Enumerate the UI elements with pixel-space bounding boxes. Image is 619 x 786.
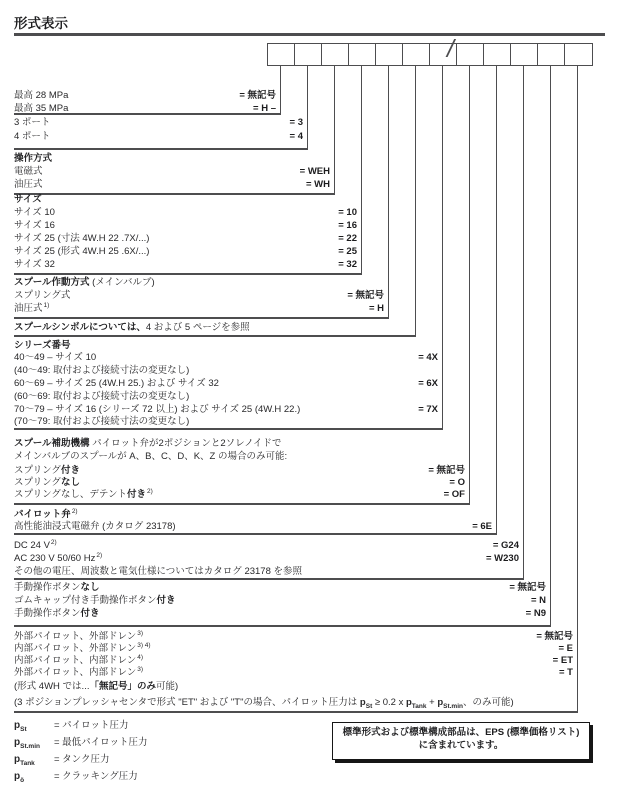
title-rule	[14, 33, 605, 36]
option-row	[14, 90, 276, 102]
option-row	[14, 259, 357, 271]
connector-line-4	[361, 66, 363, 274]
legend-symbol: $p_ö$	[14, 771, 25, 784]
option-code: = H	[368, 303, 384, 314]
option-code: = 32	[338, 259, 357, 270]
option-code: = 25	[338, 246, 357, 257]
option-label: サイズ 25 (形式 4W.H 25 .6X/...)	[14, 246, 150, 257]
bracket-line-9	[14, 533, 497, 535]
code-box-3	[322, 44, 349, 65]
legend-text: = クラッキング圧力	[54, 771, 138, 782]
option-code: = W230	[485, 553, 519, 564]
option-code: = N	[530, 595, 546, 606]
connector-line-10	[523, 66, 525, 579]
legend-symbol: $p_{St.min}$	[14, 737, 40, 750]
connector-line-7	[442, 66, 444, 429]
option-row	[14, 667, 573, 679]
option-row	[14, 322, 411, 334]
option-code: = 22	[338, 233, 357, 244]
option-label: サイズ 32	[14, 259, 55, 270]
option-label: 60〜69 – サイズ 25 (4W.H 25.) および サイズ 32	[14, 378, 219, 389]
option-label: 油圧式	[14, 179, 43, 190]
option-row	[14, 582, 546, 594]
bracket-line-5	[14, 317, 389, 319]
option-label: 3 ポート	[14, 117, 51, 128]
option-row	[14, 179, 330, 191]
legend-row	[14, 720, 129, 732]
option-label: AC 230 V 50/60 Hz$^{2)}$	[14, 551, 103, 564]
code-box-11	[538, 44, 565, 65]
code-box-2	[295, 44, 322, 65]
connector-line-6	[415, 66, 417, 336]
code-box-9	[484, 44, 511, 65]
option-label: スプリング付き	[14, 465, 80, 476]
option-row	[14, 207, 357, 219]
option-code: = 無記号	[239, 90, 276, 101]
option-label: 最高 35 MPa	[14, 103, 69, 114]
option-label: サイズ 16	[14, 220, 55, 231]
option-row	[14, 655, 573, 667]
group-header: スプール補助機構 パイロット弁が2ポジションと2ソレノイドで	[14, 438, 282, 449]
option-row	[14, 290, 384, 302]
code-box-10	[511, 44, 538, 65]
option-row	[14, 233, 357, 245]
option-code: = O	[449, 477, 465, 488]
bracket-line-4	[14, 273, 362, 275]
option-label: 内部パイロット、内部ドレン$^{4)}$	[14, 653, 143, 666]
option-code: = ET	[552, 655, 573, 666]
legend-row	[14, 754, 110, 766]
bracket-line-7	[14, 428, 443, 430]
bracket-line-10	[14, 578, 524, 580]
legend-row	[14, 737, 148, 749]
group-header: サイズ	[14, 194, 42, 205]
bracket-line-6	[14, 335, 416, 337]
option-row	[14, 352, 438, 364]
option-code: = WH	[305, 179, 330, 190]
page-title: 形式表示	[14, 16, 68, 31]
option-code: = 4	[289, 131, 303, 142]
option-row	[14, 103, 276, 115]
option-row	[14, 608, 546, 620]
code-box-12	[565, 44, 592, 65]
option-label: 最高 28 MPa	[14, 90, 69, 101]
option-label: 4 ポート	[14, 131, 51, 142]
option-row	[14, 378, 438, 390]
option-row	[14, 540, 519, 552]
code-separator-slash: /	[447, 35, 454, 63]
option-code: = 16	[338, 220, 357, 231]
group-header: メインバルブのスプールが A、B、C、D、K、Z の場合のみ可能:	[14, 451, 288, 462]
note-line-1: 標準形式および標準構成部品は、EPS (標準価格リスト)	[342, 727, 580, 738]
legend-symbol: $p_{Tank}$	[14, 754, 35, 767]
code-box-6	[403, 44, 430, 65]
option-label: スプリングなし	[14, 477, 80, 488]
option-label: 高性能油浸式電磁弁 (カタログ 23178)	[14, 521, 176, 532]
footnote-row: (60〜69: 取付および接続寸法の変更なし)	[14, 391, 190, 402]
option-row	[14, 404, 438, 416]
option-label: 内部パイロット、外部ドレン$^{3) 4)}$	[14, 641, 151, 654]
option-row	[14, 521, 492, 533]
option-label: 40〜49 – サイズ 10	[14, 352, 97, 363]
option-label: 70〜79 – サイズ 16 (シリーズ 72 以上) および サイズ 25 (4W.H 22.)	[14, 404, 301, 415]
footnote-row: (70〜79: 取付および接続寸法の変更なし)	[14, 416, 190, 427]
option-label: スプリング式	[14, 290, 71, 301]
option-label: サイズ 25 (寸法 4W.H 22 .7X/...)	[14, 233, 150, 244]
option-code: = WEH	[299, 166, 330, 177]
option-row	[14, 553, 519, 565]
option-code: = E	[558, 643, 573, 654]
connector-line-11	[550, 66, 552, 626]
option-code: = 無記号	[347, 290, 384, 301]
option-row	[14, 246, 357, 258]
connector-line-3	[334, 66, 336, 194]
option-row	[14, 465, 465, 477]
option-label: スプールシンボルについては、4 および 5 ページを参照	[14, 322, 250, 333]
option-label: 油圧式$^{1)}$	[14, 301, 50, 314]
option-code: = 6E	[472, 521, 492, 532]
option-label: 外部パイロット、内部ドレン$^{3)}$	[14, 665, 143, 678]
code-box-4	[349, 44, 376, 65]
connector-line-2	[307, 66, 309, 149]
option-row	[14, 643, 573, 655]
connector-line-12	[577, 66, 579, 712]
bracket-line-11	[14, 625, 551, 627]
option-row	[14, 303, 384, 315]
legend-text: = パイロット圧力	[54, 720, 129, 731]
option-label: 電磁式	[14, 166, 43, 177]
group-header: 操作方式	[14, 153, 53, 164]
option-code: = H –	[253, 103, 276, 114]
footnote-row: (40〜49: 取付および接続寸法の変更なし)	[14, 365, 190, 376]
option-row	[14, 631, 573, 643]
option-code: = 4X	[418, 352, 438, 363]
option-code: = 10	[338, 207, 357, 218]
option-label: 手動操作ボタン付き	[14, 608, 100, 619]
bracket-line-2	[14, 148, 308, 150]
note-line-2: に含まれています。	[418, 739, 504, 751]
option-code: = N9	[525, 608, 546, 619]
option-label: スプリングなし、デテント付き$^{2)}$	[14, 487, 153, 500]
code-box-1	[268, 44, 295, 65]
option-row	[14, 131, 303, 143]
connector-line-5	[388, 66, 390, 318]
connector-line-8	[469, 66, 471, 504]
legend-text: = 最低パイロット圧力	[54, 737, 148, 748]
option-code: = 3	[289, 117, 303, 128]
code-box-5	[376, 44, 403, 65]
option-label: 手動操作ボタンなし	[14, 582, 100, 593]
option-row	[14, 166, 330, 178]
option-label: 外部パイロット、外部ドレン$^{3)}$	[14, 629, 143, 642]
option-code: = T	[559, 667, 573, 678]
option-row	[14, 595, 546, 607]
legend-row	[14, 771, 138, 783]
option-code: = G24	[492, 540, 519, 551]
option-label: サイズ 10	[14, 207, 55, 218]
group-header: パイロット弁$^{2)}$	[14, 507, 78, 520]
model-code-boxes	[267, 43, 593, 66]
code-box-8	[457, 44, 484, 65]
bracket-line-8	[14, 503, 470, 505]
option-code: = 無記号	[536, 631, 573, 642]
option-code: = 7X	[418, 404, 438, 415]
option-code: = 無記号	[428, 465, 465, 476]
group-header: シリーズ番号	[14, 340, 71, 351]
legend-symbol: $p_{St}$	[14, 720, 27, 733]
option-code: = OF	[443, 489, 465, 500]
legend-text: = タンク圧力	[54, 754, 110, 765]
bracket-line-12	[14, 711, 578, 713]
option-row	[14, 477, 465, 489]
option-label: ゴムキャップ付き手動操作ボタン付き	[14, 595, 176, 606]
option-label: DC 24 $V^{2)}$	[14, 538, 57, 551]
footnote-row: その他の電圧、周波数と電気仕様についてはカタログ 23178 を参照	[14, 566, 303, 577]
option-code: = 無記号	[509, 582, 546, 593]
option-row	[14, 117, 303, 129]
connector-line-1	[280, 66, 282, 114]
option-code: = 6X	[418, 378, 438, 389]
connector-line-9	[496, 66, 498, 534]
group-header: スプール作動方式 (メインバルブ)	[14, 277, 155, 288]
footnote-row: (形式 4WH では...「無記号」のみ可能)	[14, 681, 179, 692]
option-row	[14, 220, 357, 232]
standard-note-box	[332, 722, 590, 760]
option-row	[14, 489, 465, 501]
pilot-pressure-formula: (3 ポジションプレッシャセンタで形式 "ET" および "T"の場合、パイロット圧力は $p_{St} \ge 0.2$ x $p_{Tank} + p_{St.min}$、のみ可能)	[14, 697, 514, 710]
